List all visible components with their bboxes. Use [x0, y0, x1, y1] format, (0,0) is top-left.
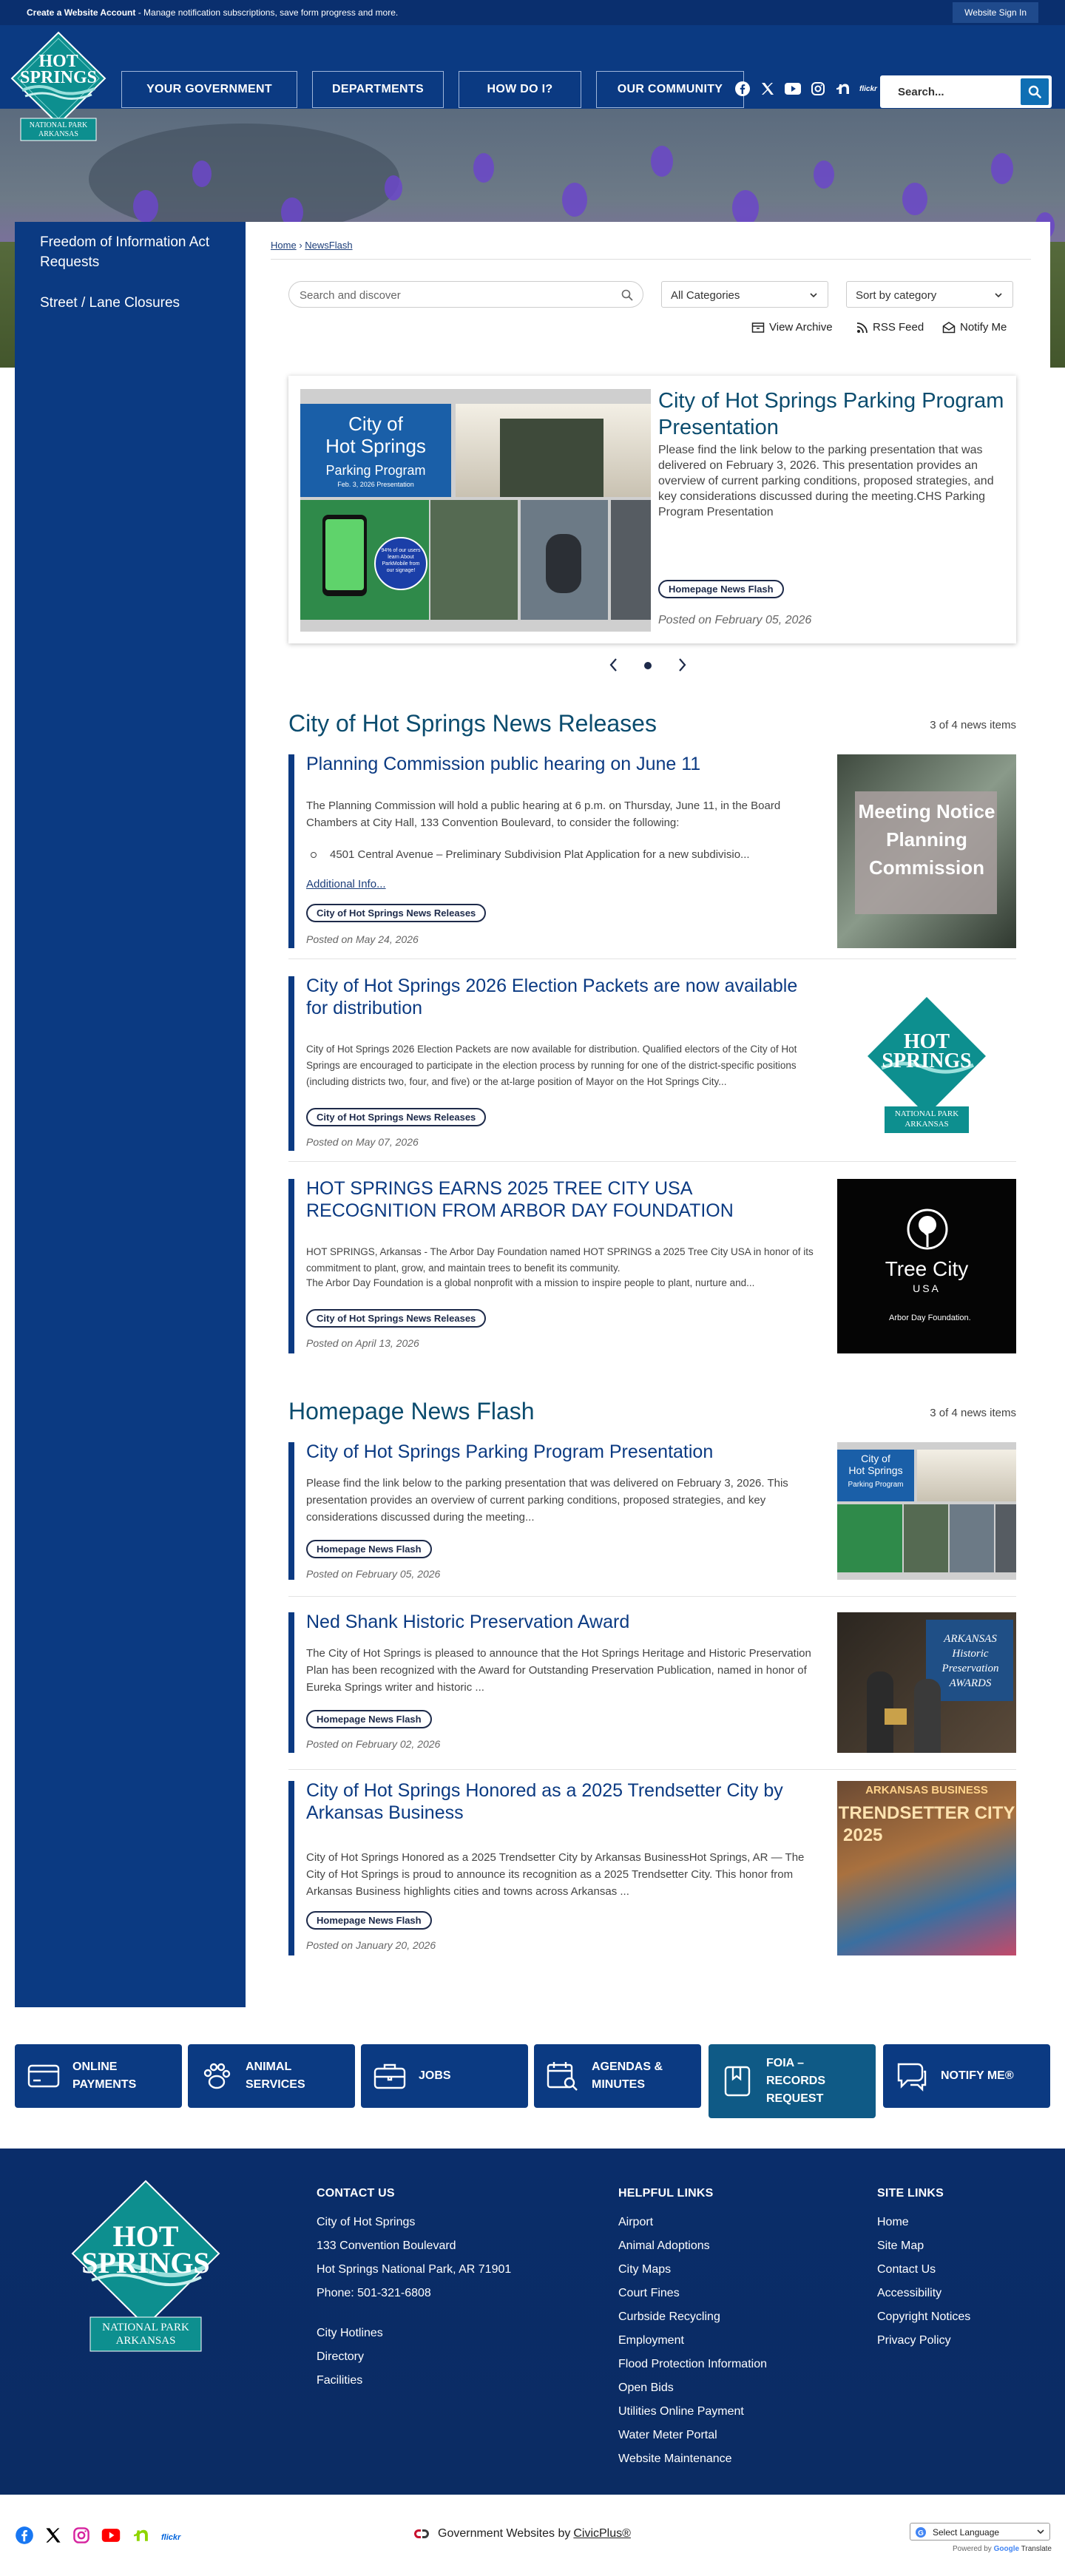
category-select-value: All Categories: [671, 289, 740, 302]
chevron-down-icon: [1036, 2526, 1045, 2540]
site-search[interactable]: [880, 75, 1052, 108]
news-item-thumbnail[interactable]: [837, 1781, 1016, 1955]
notify-me-label: Notify Me: [960, 321, 1007, 334]
item-accent-bar: [288, 754, 294, 948]
thumbnail-tree-city: Tree City: [885, 1257, 969, 1280]
x-icon[interactable]: [44, 2526, 62, 2548]
logo-national-park: NATIONAL PARK: [29, 121, 88, 129]
google-label: Google: [993, 2545, 1020, 2553]
thumbnail-line3: 2025: [843, 1825, 883, 1845]
chevron-right-icon[interactable]: [676, 657, 688, 677]
language-select[interactable]: [910, 2523, 1050, 2540]
site-footer: [0, 2149, 1065, 2495]
thumbnail-arbor-day: Arbor Day Foundation.: [889, 1314, 971, 1322]
google-g-icon: [915, 2526, 927, 2542]
thumbnail-logo-arkansas: ARKANSAS: [905, 1120, 949, 1129]
featured-news-body: Please find the link below to the parking presentation that was delivered on February 3, 2026. This presentation provides an overview of current parking conditions, proposed strategies, and key considerations discussed during the meeting.CHS Parking Program Presentation: [658, 444, 994, 518]
chevron-down-icon: [808, 290, 819, 303]
archive-icon: [751, 322, 765, 334]
footer-link[interactable]: Airport: [618, 2216, 654, 2228]
quick-link-animal-services[interactable]: [188, 2044, 355, 2108]
news-releases-count: 3 of 4 news items: [930, 719, 1016, 731]
site-header: [0, 25, 1065, 109]
news-item-body-2: The Arbor Day Foundation is a global nonprofit with a mission to inspire people to plant, nurture and...: [306, 1277, 755, 1288]
footer-logo-hot: HOT: [112, 2220, 179, 2253]
news-item-title[interactable]: City of Hot Springs Parking Program Presentation: [306, 1441, 714, 1462]
divider: [271, 259, 1031, 260]
thumbnail-line1: ARKANSAS BUSINESS: [865, 1784, 988, 1796]
featured-news-title[interactable]: City of Hot Springs Parking Program Presentation: [658, 389, 1004, 439]
featured-news-date: Posted on February 05, 2026: [658, 614, 812, 626]
news-item-thumbnail[interactable]: [837, 1442, 1016, 1580]
footer-link[interactable]: Privacy Policy: [877, 2334, 951, 2347]
featured-news-image: [300, 389, 651, 632]
top-utility-bar: [0, 0, 1065, 25]
footer-link[interactable]: City Maps: [618, 2263, 672, 2276]
instagram-icon[interactable]: [72, 2526, 90, 2548]
credit-card-icon: [15, 2044, 72, 2108]
nav-your-government[interactable]: YOUR GOVERNMENT: [121, 71, 297, 108]
item-accent-bar: [288, 1442, 294, 1580]
thumbnail-logo-hot: HOT: [903, 1030, 950, 1053]
news-item-thumbnail[interactable]: [837, 1179, 1016, 1353]
news-item-thumbnail[interactable]: [837, 1612, 1016, 1753]
footer-link[interactable]: Copyright Notices: [877, 2310, 971, 2323]
facebook-icon[interactable]: [734, 80, 751, 98]
calendar-search-icon: [534, 2044, 592, 2108]
flickr-icon[interactable]: flickr: [161, 2532, 181, 2542]
footer-site-heading: SITE LINKS: [877, 2187, 944, 2200]
list-item: [288, 976, 1016, 1151]
quick-link-label: ONLINE PAYMENTS: [72, 2061, 137, 2091]
footer-link[interactable]: Home: [877, 2216, 909, 2228]
list-item: [288, 754, 1016, 948]
footer-link[interactable]: Open Bids: [618, 2381, 674, 2394]
featured-image-circle: 94% of our users learn About ParkMobile from our signage!: [381, 548, 421, 573]
featured-news-card[interactable]: [288, 376, 1016, 643]
footer-link[interactable]: Utilities Online Payment: [618, 2405, 744, 2418]
news-item-body: City of Hot Springs 2026 Election Packets are now available for distribution. Qualified electors of the City of Hot Springs are encouraged to participate in the election process by running for one of the district-specific positions (including districts two, four, and five) or the at-large position of Mayor on the Hot Springs City...: [306, 1044, 797, 1087]
youtube-icon[interactable]: [101, 2528, 121, 2546]
chevron-left-icon[interactable]: [608, 657, 620, 677]
rss-feed-label: RSS Feed: [873, 321, 924, 334]
bottom-bar: [0, 2495, 1065, 2576]
quick-link-label: FOIA – RECORDS REQUEST: [766, 2057, 826, 2105]
quick-link-foia-records[interactable]: [709, 2044, 876, 2118]
thumbnail-line3: Parking Program: [848, 1481, 904, 1489]
logo-springs: SPRINGS: [19, 68, 98, 87]
news-item-tag[interactable]: Homepage News Flash: [306, 1911, 432, 1930]
view-archive-label: View Archive: [769, 321, 833, 334]
nextdoor-icon[interactable]: [834, 80, 852, 98]
nav-our-community[interactable]: OUR COMMUNITY: [596, 71, 744, 108]
news-item-title[interactable]: Planning Commission public hearing on June 11: [306, 754, 701, 774]
item-accent-bar: [288, 1781, 294, 1955]
bullet-icon: [311, 852, 317, 858]
thumbnail-logo-national-park: NATIONAL PARK: [894, 1109, 959, 1118]
translate-link[interactable]: Translate: [1021, 2545, 1052, 2553]
footer-link[interactable]: Employment: [618, 2334, 684, 2347]
svg-text:G: G: [918, 2529, 924, 2538]
news-item-date: Posted on February 05, 2026: [306, 1568, 441, 1580]
divider: [288, 1161, 1016, 1162]
footer-contact-line: Hot Springs National Park, AR 71901: [317, 2263, 512, 2276]
footer-link[interactable]: Site Map: [877, 2239, 924, 2252]
civicplus-credit: [411, 2527, 631, 2540]
footer-link[interactable]: City Hotlines: [317, 2327, 383, 2339]
footer-helpful-heading: HELPFUL LINKS: [618, 2187, 714, 2200]
item-accent-bar: [288, 1612, 294, 1753]
thumbnail-line1: City of: [861, 1453, 890, 1464]
facebook-icon[interactable]: [15, 2526, 34, 2549]
thumbnail-caption: ARKANSAS Historic Preservation AWARDS: [941, 1633, 999, 1689]
footer-link[interactable]: Flood Protection Information: [618, 2358, 767, 2370]
footer-link[interactable]: Water Meter Portal: [618, 2429, 717, 2441]
powered-by-label: Powered by: [953, 2545, 992, 2553]
news-search[interactable]: [288, 281, 643, 308]
quick-link-label: ANIMAL SERVICES: [246, 2061, 305, 2091]
search-icon[interactable]: [621, 288, 634, 305]
thumbnail-logo-springs: SPRINGS: [882, 1049, 972, 1072]
site-logo[interactable]: [10, 31, 106, 142]
paw-icon: [188, 2044, 246, 2108]
footer-link[interactable]: Curbside Recycling: [618, 2310, 720, 2323]
footer-logo-national-park: NATIONAL PARK: [102, 2322, 189, 2333]
footer-link[interactable]: Website Maintenance: [618, 2452, 732, 2465]
list-item: [288, 1179, 1016, 1353]
main-content: [246, 222, 1050, 2007]
chevron-down-icon: [993, 290, 1004, 303]
create-account-link[interactable]: Create a Website Account: [27, 7, 136, 18]
footer-contact: [317, 2187, 511, 2393]
footer-link[interactable]: Directory: [317, 2350, 365, 2363]
item-accent-bar: [288, 976, 294, 1151]
footer-contact-line: City of Hot Springs: [317, 2216, 416, 2228]
footer-helpful-links: [618, 2187, 767, 2471]
news-item-body: Please find the link below to the parking presentation that was delivered on February 3, 2026. This presentation provides an overview of current parking conditions, proposed strategies, and key considerations discussed during the meeting...: [306, 1477, 788, 1524]
quick-link-notify-me[interactable]: [883, 2044, 1050, 2108]
carousel-controls: [608, 657, 688, 677]
quick-link-jobs[interactable]: [361, 2044, 528, 2108]
featured-image-line3: Parking Program: [325, 463, 426, 478]
footer-link[interactable]: Animal Adoptions: [618, 2239, 710, 2252]
news-item-body: HOT SPRINGS, Arkansas - The Arbor Day Foundation named HOT SPRINGS a 2025 Tree City USA in honor of its commitment to plant, grow, and maintain trees to benefit its community.: [306, 1246, 814, 1274]
divider: [288, 1769, 1016, 1770]
news-item-body: The City of Hot Springs is pleased to announce that the Hot Springs Heritage and Historic Preservation Plan has been recognized with the Award for Outstanding Preservation Publication, named in honor of Eureka Springs writer and historic ...: [306, 1647, 811, 1694]
divider: [288, 1596, 1016, 1597]
list-item: [288, 1612, 1016, 1753]
footer-logo[interactable]: [68, 2180, 223, 2357]
carousel-dot-active[interactable]: [643, 660, 652, 674]
sidebar-item-street-closures[interactable]: Street / Lane Closures: [40, 295, 180, 311]
youtube-icon[interactable]: [784, 80, 802, 98]
sidebar: [15, 222, 246, 2007]
civicplus-link[interactable]: CivicPlus®: [573, 2527, 631, 2540]
bookmark-folder-icon: [709, 2044, 766, 2118]
news-item-tag[interactable]: City of Hot Springs News Releases: [306, 1309, 486, 1328]
nextdoor-icon[interactable]: [132, 2528, 151, 2546]
civicplus-icon: [411, 2528, 432, 2540]
quick-link-online-payments[interactable]: [15, 2044, 182, 2108]
news-item-tag[interactable]: City of Hot Springs News Releases: [306, 1108, 486, 1126]
category-select[interactable]: [661, 281, 828, 308]
news-item-tag[interactable]: City of Hot Springs News Releases: [306, 904, 486, 922]
breadcrumb-home[interactable]: Home: [271, 240, 297, 251]
featured-image-line2: Hot Springs: [325, 435, 426, 457]
footer-logo-arkansas: ARKANSAS: [115, 2335, 176, 2347]
sort-select[interactable]: [846, 281, 1013, 308]
news-item-title[interactable]: Ned Shank Historic Preservation Award: [306, 1612, 630, 1632]
rss-icon: [856, 322, 868, 334]
news-releases-heading[interactable]: City of Hot Springs News Releases: [288, 710, 657, 737]
footer-contact-line: 133 Convention Boulevard: [317, 2239, 456, 2252]
news-item-date: Posted on January 20, 2026: [306, 1939, 436, 1951]
quick-link-agendas-minutes[interactable]: [534, 2044, 701, 2108]
news-item-date: Posted on April 13, 2026: [306, 1337, 419, 1349]
logo-hot: HOT: [38, 52, 78, 71]
thumbnail-usa: USA: [913, 1282, 941, 1294]
briefcase-icon: [361, 2044, 419, 2108]
create-account-description: - Manage notification subscriptions, save form progress and more.: [135, 7, 399, 18]
footer-site-links: [877, 2187, 970, 2353]
news-item-title[interactable]: City of Hot Springs Honored as a 2025 Trendsetter City by Arkansas Business: [306, 1780, 783, 1823]
quick-link-label: AGENDAS & MINUTES: [592, 2061, 663, 2091]
chat-bubble-icon: [883, 2044, 941, 2108]
featured-image-line4: Feb. 3, 2026 Presentation: [337, 481, 414, 488]
featured-image-line1: City of: [348, 413, 403, 435]
sidebar-item-foia[interactable]: Freedom of Information Act Requests: [40, 234, 210, 270]
quick-link-label: NOTIFY ME®: [941, 2069, 1014, 2082]
logo-arkansas: ARKANSAS: [38, 130, 78, 138]
rss-feed-link[interactable]: [856, 321, 924, 334]
language-select-value: Select Language: [933, 2527, 1000, 2538]
google-translate-credit: [953, 2545, 1052, 2553]
footer-link[interactable]: Contact Us: [877, 2263, 936, 2276]
civicplus-prefix: Government Websites by: [438, 2527, 571, 2540]
view-archive-link[interactable]: [751, 321, 833, 334]
news-item-body: City of Hot Springs Honored as a 2025 Trendsetter City by Arkansas BusinessHot Springs, AR — The City of Hot Springs is proud to announce its recognition as a 2025 Trendsetter City. This honor from Arkansas Business highlights cities and towns across Arkansas ...: [306, 1851, 805, 1898]
additional-info-link[interactable]: Additional Info...: [306, 878, 386, 890]
sort-select-value: Sort by category: [856, 289, 937, 302]
instagram-icon[interactable]: [809, 80, 827, 98]
thumbnail-caption: Meeting Notice Planning Commission: [858, 800, 995, 879]
featured-news-tag[interactable]: Homepage News Flash: [658, 580, 784, 598]
header-social-links: [734, 80, 877, 98]
create-account-message[interactable]: [27, 7, 398, 18]
notify-me-link[interactable]: [942, 321, 1007, 334]
footer-social-links: [15, 2526, 180, 2549]
breadcrumb-current[interactable]: NewsFlash: [305, 240, 353, 251]
news-item-date: Posted on May 24, 2026: [306, 933, 419, 945]
quick-link-label: JOBS: [419, 2069, 451, 2082]
footer-link[interactable]: Accessibility: [877, 2287, 942, 2299]
footer-logo-springs: SPRINGS: [81, 2246, 210, 2279]
item-accent-bar: [288, 1179, 294, 1353]
x-icon[interactable]: [759, 80, 777, 98]
footer-contact-heading: CONTACT US: [317, 2187, 395, 2200]
thumbnail-line2: TRENDSETTER CITY: [838, 1803, 1015, 1823]
news-item-title[interactable]: HOT SPRINGS EARNS 2025 TREE CITY USA RECOGNITION FROM ARBOR DAY FOUNDATION: [306, 1178, 734, 1221]
homepage-news-count: 3 of 4 news items: [930, 1407, 1016, 1419]
news-item-thumbnail[interactable]: [837, 754, 1016, 948]
website-sign-in-button[interactable]: Website Sign In: [953, 2, 1038, 23]
site-search-input[interactable]: Search...: [898, 86, 944, 98]
news-item-date: Posted on February 02, 2026: [306, 1738, 441, 1750]
news-item-thumbnail[interactable]: [837, 976, 1016, 1151]
thumbnail-line2: Hot Springs: [848, 1464, 903, 1476]
news-item-bullet-text: 4501 Central Avenue – Preliminary Subdivision Plat Application for a new subdivisio...: [330, 848, 750, 861]
list-item: [288, 1781, 1016, 1955]
news-item-tag[interactable]: Homepage News Flash: [306, 1710, 432, 1728]
homepage-news-heading[interactable]: Homepage News Flash: [288, 1398, 535, 1424]
news-search-input[interactable]: Search and discover: [300, 289, 401, 302]
nav-how-do-i[interactable]: HOW DO I?: [459, 71, 581, 108]
footer-contact-phone[interactable]: Phone: 501-321-6808: [317, 2287, 431, 2299]
breadcrumb: [271, 240, 353, 251]
list-item: [288, 1442, 1016, 1580]
notify-envelope-icon: [942, 322, 956, 334]
search-icon[interactable]: [1021, 78, 1049, 105]
main-nav: [121, 71, 744, 108]
news-item-date: Posted on May 07, 2026: [306, 1136, 419, 1148]
news-item-tag[interactable]: Homepage News Flash: [306, 1540, 432, 1558]
breadcrumb-separator: ›: [299, 240, 305, 251]
nav-departments[interactable]: DEPARTMENTS: [312, 71, 444, 108]
news-item-bullet: [330, 846, 824, 863]
flickr-icon[interactable]: flickr: [859, 84, 877, 93]
footer-link[interactable]: Facilities: [317, 2374, 363, 2387]
news-item-title[interactable]: City of Hot Springs 2026 Election Packets are now available for distribution: [306, 976, 798, 1018]
quick-links: [0, 2044, 1065, 2118]
news-item-body: The Planning Commission will hold a public hearing at 6 p.m. on Thursday, June 11, in the Board Chambers at City Hall, 133 Convention Boulevard, to consider the following:: [306, 799, 781, 829]
footer-link[interactable]: Court Fines: [618, 2287, 680, 2299]
